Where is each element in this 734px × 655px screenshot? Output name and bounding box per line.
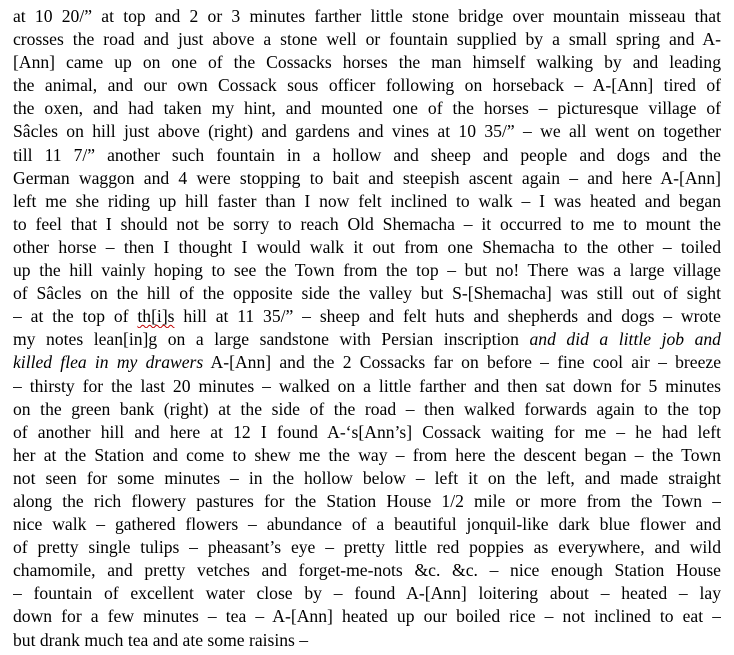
- text-run: of another hill and here at 12 I found A-‘s[Ann’s] Cossack waiting for me – he had left: [13, 421, 721, 442]
- text-line: [13, 282, 721, 305]
- text-run: [Ann] came up on one of the Cossacks horses the man himself walking by and leading: [13, 52, 721, 73]
- text-run: German waggon and 4 were stopping to bait and steepish ascent again – and here A-[Ann]: [13, 167, 721, 188]
- text-line: [13, 144, 721, 167]
- text-run: to feel that I should not be sorry to reach Old Shemacha – it occurred to me to mount the: [13, 213, 721, 234]
- text-line: [13, 167, 721, 190]
- italic-text: killed flea in my drawers: [13, 352, 204, 373]
- journal-text: [13, 5, 721, 652]
- text-line: [13, 305, 721, 328]
- text-run: left me she riding up hill faster than I now felt inclined to walk – I was heated and began: [13, 190, 721, 211]
- text-line: [13, 120, 721, 143]
- text-run: on the green bank (right) at the side of the road – then walked forwards again to the top: [13, 398, 721, 419]
- text-run: chamomile, and pretty vetches and forget-me-nots &c. &c. – nice enough Station House: [13, 560, 721, 581]
- text-line: [13, 213, 721, 236]
- spellcheck-marked-word: th[i]s: [137, 306, 175, 327]
- text-run: – fountain of excellent water close by – found A-[Ann] loitering about – heated – lay: [13, 583, 721, 604]
- text-run: along the rich flowery pastures for the Station House 1/2 mile or more from the Town –: [13, 490, 721, 511]
- text-line: [13, 629, 721, 652]
- text-line: [13, 513, 721, 536]
- text-line: [13, 559, 721, 582]
- text-line: [13, 74, 721, 97]
- text-run: of Sâcles on the hill of the opposite side the valley but S-[Shemacha] was still out of sight: [13, 283, 721, 304]
- text-run: Sâcles on hill just above (right) and gardens and vines at 10 35/” – we all went on together: [13, 121, 721, 142]
- text-line: [13, 467, 721, 490]
- text-run: the animal, and our own Cossack sous officer following on horseback – A-[Ann] tired of: [13, 75, 721, 96]
- text-run: other horse – then I thought I would walk it out from one Shemacha to the other – toiled: [13, 236, 721, 257]
- text-run: not seen for some minutes – in the hollow below – left it on the left, and made straight: [13, 467, 721, 488]
- text-line: [13, 490, 721, 513]
- text-run: her at the Station and come to shew me the way – from here the descent began – the Town: [13, 444, 721, 465]
- text-line: [13, 236, 721, 259]
- text-line: [13, 605, 721, 628]
- text-line: [13, 5, 721, 28]
- text-line: [13, 97, 721, 120]
- text-line: [13, 351, 721, 374]
- text-run: till 11 7/” another such fountain in a hollow and sheep and people and dogs and the: [13, 144, 721, 165]
- text-line: [13, 421, 721, 444]
- text-run: but drank much tea and ate some raisins –: [13, 629, 309, 650]
- text-run: my notes lean[in]g on a large sandstone with Persian inscription: [13, 329, 530, 350]
- text-line: [13, 28, 721, 51]
- text-run: nice walk – gathered flowers – abundance of a beautiful jonquil-like dark blue flower and: [13, 514, 721, 535]
- text-run: A-[Ann] and the 2 Cossacks far on before – fine cool air – breeze: [203, 352, 721, 373]
- text-line: [13, 398, 721, 421]
- text-run: hill at 11 35/” – sheep and felt huts and shepherds and dogs – wrote: [174, 306, 721, 327]
- text-line: [13, 328, 721, 351]
- text-run: the oxen, and had taken my hint, and mounted one of the horses – picturesque village of: [13, 98, 721, 119]
- text-run: up the hill vainly hoping to see the Town from the top – but no! There was a large village: [13, 260, 721, 281]
- text-run: – at the top of: [13, 306, 138, 327]
- text-line: [13, 375, 721, 398]
- italic-text: and did a little job and: [529, 329, 721, 350]
- text-run: down for a few minutes – tea – A-[Ann] heated up our boiled rice – not inclined to eat –: [13, 606, 721, 627]
- text-run: – thirsty for the last 20 minutes – walked on a little farther and then sat down for 5 minutes: [13, 375, 721, 396]
- text-run: at 10 20/” at top and 2 or 3 minutes farther little stone bridge over mountain misseau that: [13, 6, 721, 26]
- text-line: [13, 51, 721, 74]
- text-line: [13, 536, 721, 559]
- text-line: [13, 190, 721, 213]
- text-line: [13, 259, 721, 282]
- text-line: [13, 444, 721, 467]
- text-line: [13, 582, 721, 605]
- text-run: crosses the road and just above a stone well or fountain supplied by a small spring and A-: [13, 29, 721, 50]
- text-run: of pretty single tulips – pheasant’s eye – pretty little red poppies as everywhere, and wild: [13, 537, 721, 558]
